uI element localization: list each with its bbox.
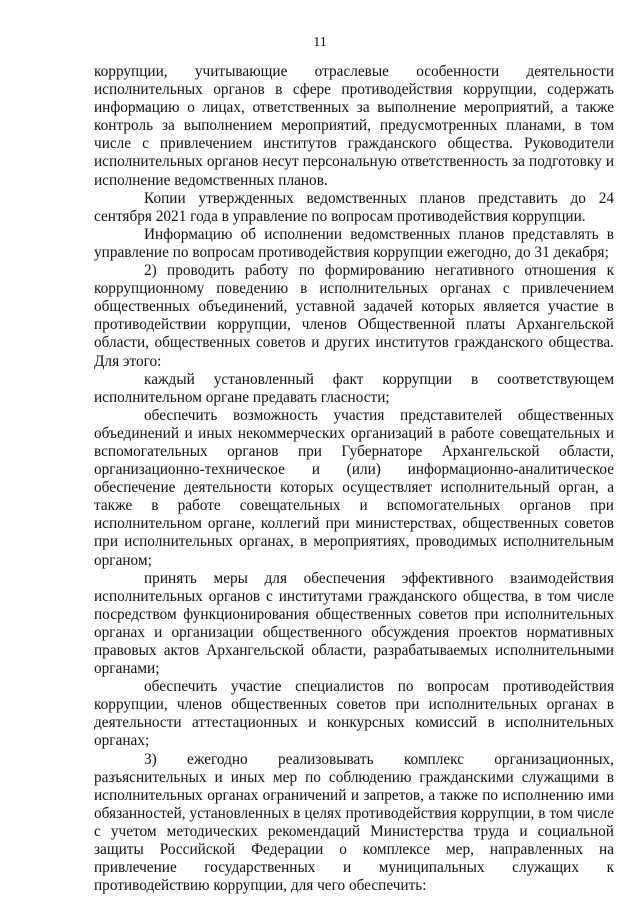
paragraph: каждый установленный факт коррупции в соответствующем исполнительном органе предавать гласности;: [94, 370, 614, 406]
paragraph: коррупции, учитывающие отраслевые особенности деятельности исполнительных органов в сфере противодействия коррупции, содержать информацию о лицах, ответственных за выполнение мероприятий, а также контроль за выполнением мероприятий, предусмотренных планами, в том числе с привлечением институтов гражданского общества. Руководители исполнительных органов несут персональную ответственность за подготовку и исполнение ведомственных планов.: [94, 63, 614, 189]
paragraph: Информацию об исполнении ведомственных планов представлять в управление по вопросам противодействия коррупции ежегодно, до 31 декабря;: [94, 225, 614, 261]
paragraph: принять меры для обеспечения эффективного взаимодействия исполнительных органов с институтами гражданского общества, в том числе посредством функционирования общественных советов при исполнительных органах и организации общественного обсуждения проектов нормативных правовых актов Архангельской области, разрабатываемых исполнительными органами;: [94, 569, 614, 678]
paragraph: 3) ежегодно реализовывать комплекс организационных, разъяснительных и иных мер по соблюдению гражданскими служащими в исполнительных органах ограничений и запретов, а также по исполнению ими обязанностей, установленных в целях противодействия коррупции, в том числе с учетом методических рекомендаций Министерства труда и социальной защиты Российской Федерации о комплексе мер, направленных на привлечение государственных и муниципальных служащих к противодействию коррупции, для чего обеспечить:: [94, 750, 614, 895]
paragraph: обеспечить возможность участия представителей общественных объединений и иных некоммерческих организаций в работе совещательных и вспомогательных органов при Губернаторе Архангельской области, организационно-техническое и (или) информационно-аналитическое обеспечение деятельности которых осуществляет исполнительный орган, а также в работе совещательных и вспомогательных органов при исполнительном органе, коллегий при министерствах, общественных советов при исполнительных органах, в мероприятиях, проводимых исполнительным органом;: [94, 406, 614, 569]
document-body: [94, 63, 614, 895]
page-number: 11: [313, 35, 327, 50]
paragraph: обеспечить участие специалистов по вопросам противодействия коррупции, членов общественных советов при исполнительных органах в деятельности аттестационных и конкурсных комиссий в исполнительных органах;: [94, 678, 614, 750]
paragraph: 2) проводить работу по формированию негативного отношения к коррупционному поведению в исполнительных органах с привлечением общественных объединений, уставной задачей которых является участие в противодействии коррупции, членов Общественной платы Архангельской области, общественных советов и других институтов гражданского общества. Для этого:: [94, 262, 614, 370]
paragraph: Копии утвержденных ведомственных планов представить до 24 сентября 2021 года в управление по вопросам противодействия коррупции.: [94, 189, 614, 225]
